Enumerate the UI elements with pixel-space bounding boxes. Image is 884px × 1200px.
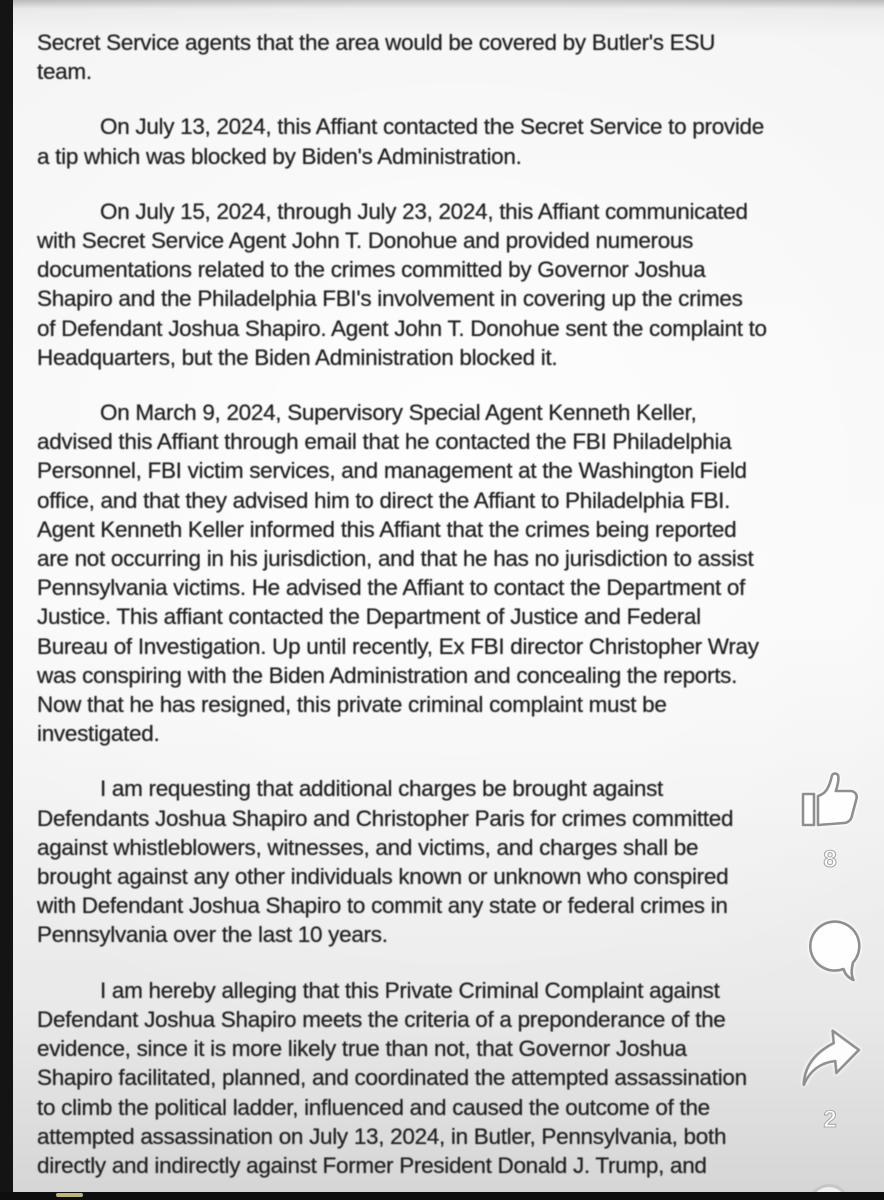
text-line: On July 13, 2024, this Affiant contacted the Secret Service to provide [100,114,764,140]
document-text [37,28,884,1180]
video-progress-indicator[interactable] [56,1193,83,1197]
like-button[interactable] [798,768,862,832]
paragraph [37,112,884,170]
text-line: Shapiro and the Philadelphia FBI's involvement in covering up the crimes [37,286,743,312]
text-line: Headquarters, but the Biden Administration blocked it. [37,344,558,370]
text-line: Personnel, FBI victim services, and management at the Washington Field [37,458,747,484]
text-line: attempted assassination on July 13, 2024, in Butler, Pennsylvania, both [37,1123,727,1149]
text-line: are not occurring in his jurisdiction, and that he has no jurisdiction to assist [37,546,754,572]
text-line: office, and that they advised him to direct the Affiant to Philadelphia FBI. [37,487,731,513]
thumbs-up-icon [798,769,862,831]
text-line: directly and indirectly against Former President Donald J. Trump, and [37,1152,707,1178]
comment-bubble-icon [804,917,868,983]
text-line: documentations related to the crimes committed by Governor Joshua [37,257,706,283]
text-line: On March 9, 2024, Supervisory Special Agent Kenneth Keller, [100,400,697,426]
share-arrow-icon [796,1026,865,1089]
text-line: with Defendant Joshua Shapiro to commit any state or federal crimes in [37,893,728,919]
text-line: a tip which was blocked by Biden's Administration. [37,143,522,169]
player-bottom-bar [0,1192,884,1200]
text-line: Shapiro facilitated, planned, and coordinated the attempted assassination [37,1065,747,1091]
text-line: evidence, since it is more likely true than not, that Governor Joshua [37,1036,687,1062]
paragraph [37,976,884,1180]
share-count: 2 [823,1106,837,1133]
text-line: I am requesting that additional charges be brought against [100,776,663,802]
comment-button[interactable] [804,916,868,984]
text-line: with Secret Service Agent John T. Donohue and provided numerous [37,228,694,254]
text-line: Now that he has resigned, this private criminal complaint must be [37,692,667,718]
text-line: investigated. [37,721,160,747]
text-line: Pennsylvania victims. He advised the Affiant to contact the Department of [37,575,746,601]
text-line: Bureau of Investigation. Up until recently, Ex FBI director Christopher Wray [37,633,759,659]
text-line: of Defendant Joshua Shapiro. Agent John T. Donohue sent the complaint to [37,315,767,341]
paragraph [37,774,884,949]
paragraph [37,197,884,372]
frame-left-edge [0,0,13,1200]
text-line: was conspiring with the Biden Administration and concealing the reports. [37,662,738,688]
paragraph [37,398,884,748]
text-line: to climb the political ladder, influenced and caused the outcome of the [37,1094,710,1120]
text-line: Agent Kenneth Keller informed this Affiant that the crimes being reported [37,516,737,542]
text-line: Defendants Joshua Shapiro and Christopher Paris for crimes committed [37,805,734,831]
text-line: Secret Service agents that the area would be covered by Butler's ESU [37,30,716,55]
paragraph [37,28,884,86]
text-line: against whistleblowers, witnesses, and victims, and charges shall be [37,834,699,860]
text-line: On July 15, 2024, through July 23, 2024, this Affiant communicated [100,198,748,224]
share-button[interactable] [796,1025,865,1090]
text-line: advised this Affiant through email that he contacted the FBI Philadelphia [37,429,732,455]
text-line: Justice. This affiant contacted the Department of Justice and Federal [37,604,701,630]
text-line: I am hereby alleging that this Private Criminal Complaint against [100,977,720,1003]
like-count: 8 [823,846,837,873]
text-line: Defendant Joshua Shapiro meets the criteria of a preponderance of the [37,1006,726,1032]
text-line: team. [37,59,92,85]
text-line: brought against any other individuals known or unknown who conspired [37,864,729,890]
text-line: Pennsylvania over the last 10 years. [37,922,388,948]
